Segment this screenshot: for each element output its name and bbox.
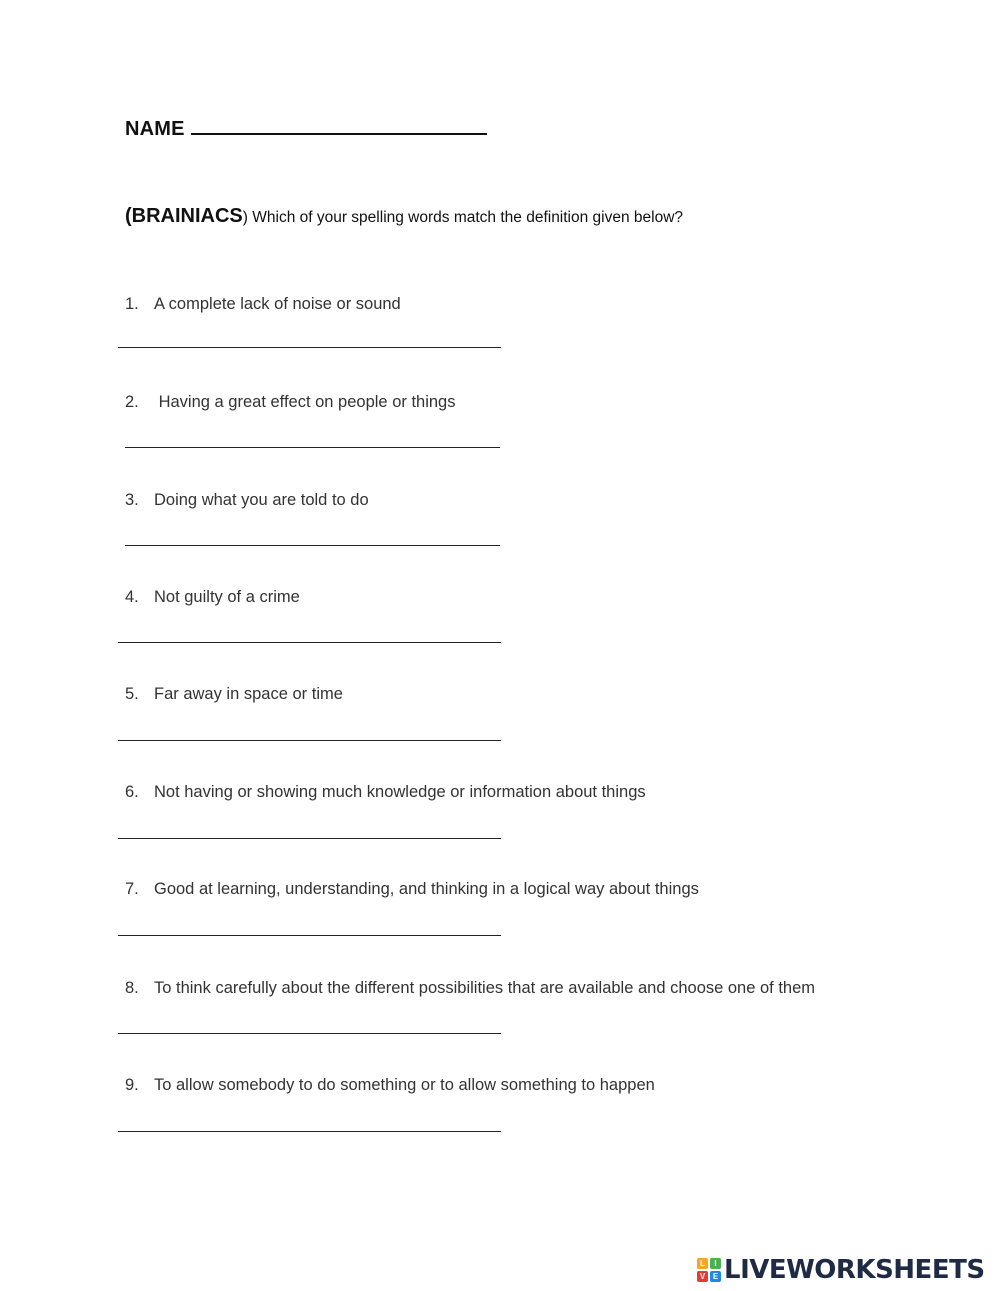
- logo-blocks-icon: [697, 1258, 721, 1282]
- group-label: (BRAINIACS: [125, 205, 243, 227]
- question-number: 3.: [125, 491, 139, 509]
- question-number: 2.: [125, 393, 139, 411]
- liveworksheets-logo: [697, 1256, 985, 1284]
- logo-block-i: I: [710, 1258, 721, 1269]
- question-number: 9.: [125, 1076, 139, 1094]
- answer-line-4[interactable]: [118, 642, 501, 643]
- name-row: [125, 118, 487, 141]
- question-text: To think carefully about the different possibilities that are available and choose one of them: [154, 979, 816, 997]
- answer-line-9[interactable]: [118, 1131, 501, 1132]
- question-9: [125, 1076, 655, 1095]
- question-4: [125, 588, 300, 607]
- logo-text: LIVEWORKSHEETS: [724, 1255, 985, 1285]
- question-number: 8.: [125, 979, 139, 997]
- question-5: [125, 685, 343, 704]
- name-input-line[interactable]: [191, 133, 487, 135]
- question-number: 1.: [125, 295, 139, 313]
- logo-block-l: L: [697, 1258, 708, 1269]
- answer-line-1[interactable]: [118, 347, 501, 348]
- logo-block-e: E: [710, 1271, 721, 1282]
- question-number: 4.: [125, 588, 139, 606]
- question-text: Good at learning, understanding, and thinking in a logical way about things: [154, 880, 699, 898]
- answer-line-3[interactable]: [125, 545, 500, 546]
- answer-line-7[interactable]: [118, 935, 501, 936]
- question-8: [125, 979, 815, 998]
- question-number: 5.: [125, 685, 139, 703]
- question-7: [125, 880, 699, 899]
- question-number: 7.: [125, 880, 139, 898]
- question-number: 6.: [125, 783, 139, 801]
- answer-line-5[interactable]: [118, 740, 501, 741]
- question-3: [125, 491, 369, 510]
- question-text: A complete lack of noise or sound: [154, 295, 401, 313]
- name-label: NAME: [125, 118, 185, 140]
- answer-line-2[interactable]: [125, 447, 500, 448]
- question-text: Doing what you are told to do: [154, 491, 369, 509]
- question-text: Having a great effect on people or things: [154, 393, 456, 411]
- question-1: [125, 295, 401, 314]
- question-text: Far away in space or time: [154, 685, 343, 703]
- question-6: [125, 783, 646, 802]
- question-text: Not having or showing much knowledge or information about things: [154, 783, 646, 801]
- instruction-text: ) Which of your spelling words match the definition given below?: [242, 209, 684, 226]
- instruction: [125, 205, 683, 228]
- logo-block-v: V: [697, 1271, 708, 1282]
- question-text: To allow somebody to do something or to allow something to happen: [154, 1076, 655, 1094]
- question-text: Not guilty of a crime: [154, 588, 300, 606]
- answer-line-6[interactable]: [118, 838, 501, 839]
- answer-line-8[interactable]: [118, 1033, 501, 1034]
- question-2: [125, 393, 455, 412]
